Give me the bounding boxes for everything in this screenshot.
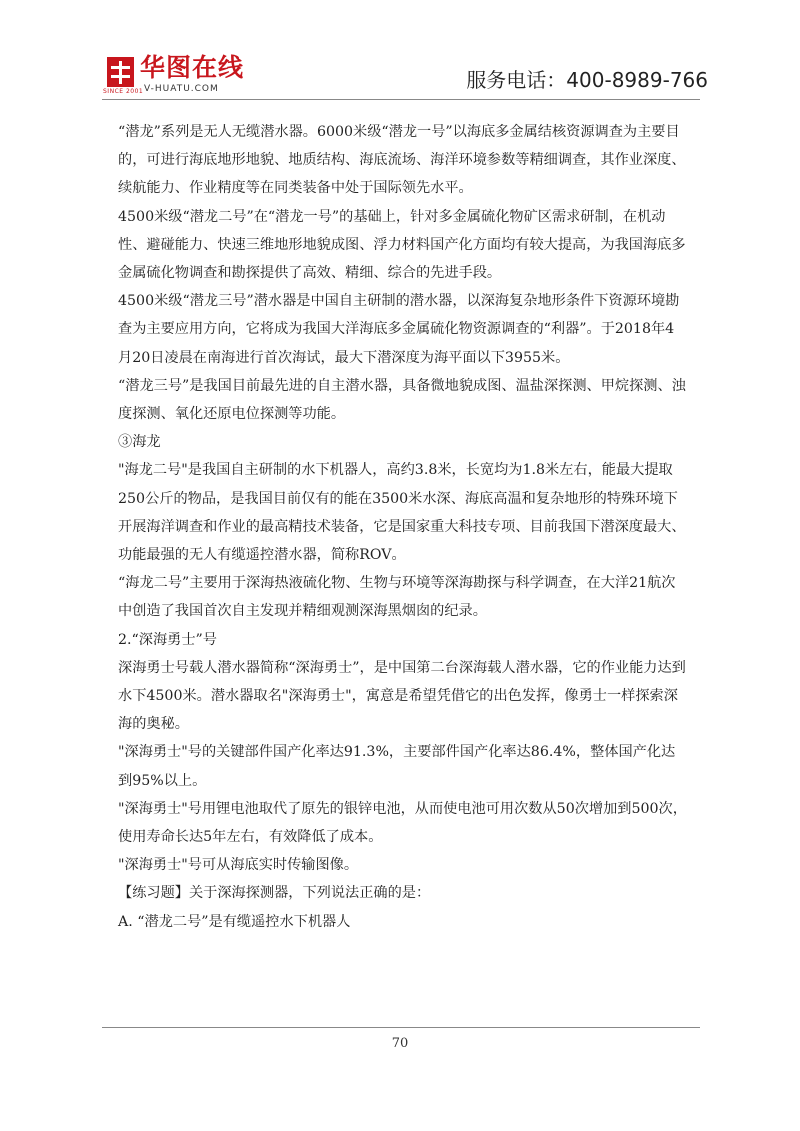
paragraph: “海龙二号”主要用于深海热液硫化物、生物与环境等深海勘探与科学调查，在大洋21航次中创造了我国首次自主发现并精细观测深海黑烟囱的纪录。 [118,575,676,620]
logo-text: 华图在线 [140,53,245,82]
page-header [0,0,800,100]
document-body [118,118,688,936]
paragraph: "深海勇士"号的关键部件国产化率达91.3%，主要部件国产化率达86.4%，整体国产化达到95%以上。 [118,744,676,789]
paragraph: “潜龙”系列是无人无缆潜水器。6000米级“潜龙一号”以海底多金属结核资源调查为主要目的，可进行海底地形地貌、地质结构、海底流场、海洋环境参数等精细调查，其作业深度、续航能力、作业精度等在同类装备中处于国际领先水平。 [118,124,686,197]
logo-since: SINCE 2001 [103,88,144,95]
paragraph: "深海勇士"号可从海底实时传输图像。 [118,857,359,874]
paragraph: “潜龙三号”是我国目前最先进的自主潜水器，具备微地貌成图、温盐深探测、甲烷探测、浊度探测、氧化还原电位探测等功能。 [118,377,686,423]
logo-url: V-HUATU.COM [144,84,219,94]
paragraph: "海龙二号"是我国自主研制的水下机器人，高约3.8米，长宽均为1.8米左右，能最大提取250公斤的物品，是我国目前仅有的能在3500米水深、海底高温和复杂地形的特殊环境下开展海洋调查和作业的最高精技术装备，它是国家重大科技专项、目前我国下潜深度最大、功能最强的无人有缆遥控潜水器，简称ROV。 [118,462,686,564]
paragraph: 4500米级“潜龙二号”在“潜龙一号”的基础上，针对多金属硫化物矿区需求研制，在机动性、避碰能力、快速三维地形地貌成图、浮力材料国产化方面均有较大提高，为我国海底多金属硫化物调查和勘探提供了高效、精细、综合的先进手段。 [118,208,686,282]
service-phone: 服务电话：400-8989-766 [466,68,708,92]
huatu-logo-icon [107,57,134,87]
section-heading: 2.“深海勇士”号 [118,631,217,648]
paragraph: 4500米级“潜龙三号”潜水器是中国自主研制的潜水器，以深海复杂地形条件下资源环境勘查为主要应用方向，它将成为我国大洋海底多金属硫化物资源调查的“利器”。于2018年4月20日凌晨在南海进行首次海试，最大下潜深度为海平面以下3955米。 [118,293,680,366]
section-heading: ③海龙 [118,434,161,451]
exercise-option-a: A. “潜龙二号”是有缆遥控水下机器人 [118,913,351,930]
exercise-question: 【练习题】关于深海探测器，下列说法正确的是： [118,885,431,902]
page-number: 70 [391,1036,409,1051]
footer-divider [102,1027,700,1028]
paragraph: 深海勇士号载人潜水器简称“深海勇士”，是中国第二台深海载人潜水器，它的作业能力达到水下4500米。潜水器取名"深海勇士"，寓意是希望凭借它的出色发挥，像勇士一样探索深海的奥秘。 [118,659,686,733]
paragraph: "深海勇士"号用锂电池取代了原先的银锌电池，从而使电池可用次数从50次增加到500次，使用寿命长达5年左右，有效降低了成本。 [118,800,687,846]
header-divider [102,99,700,100]
